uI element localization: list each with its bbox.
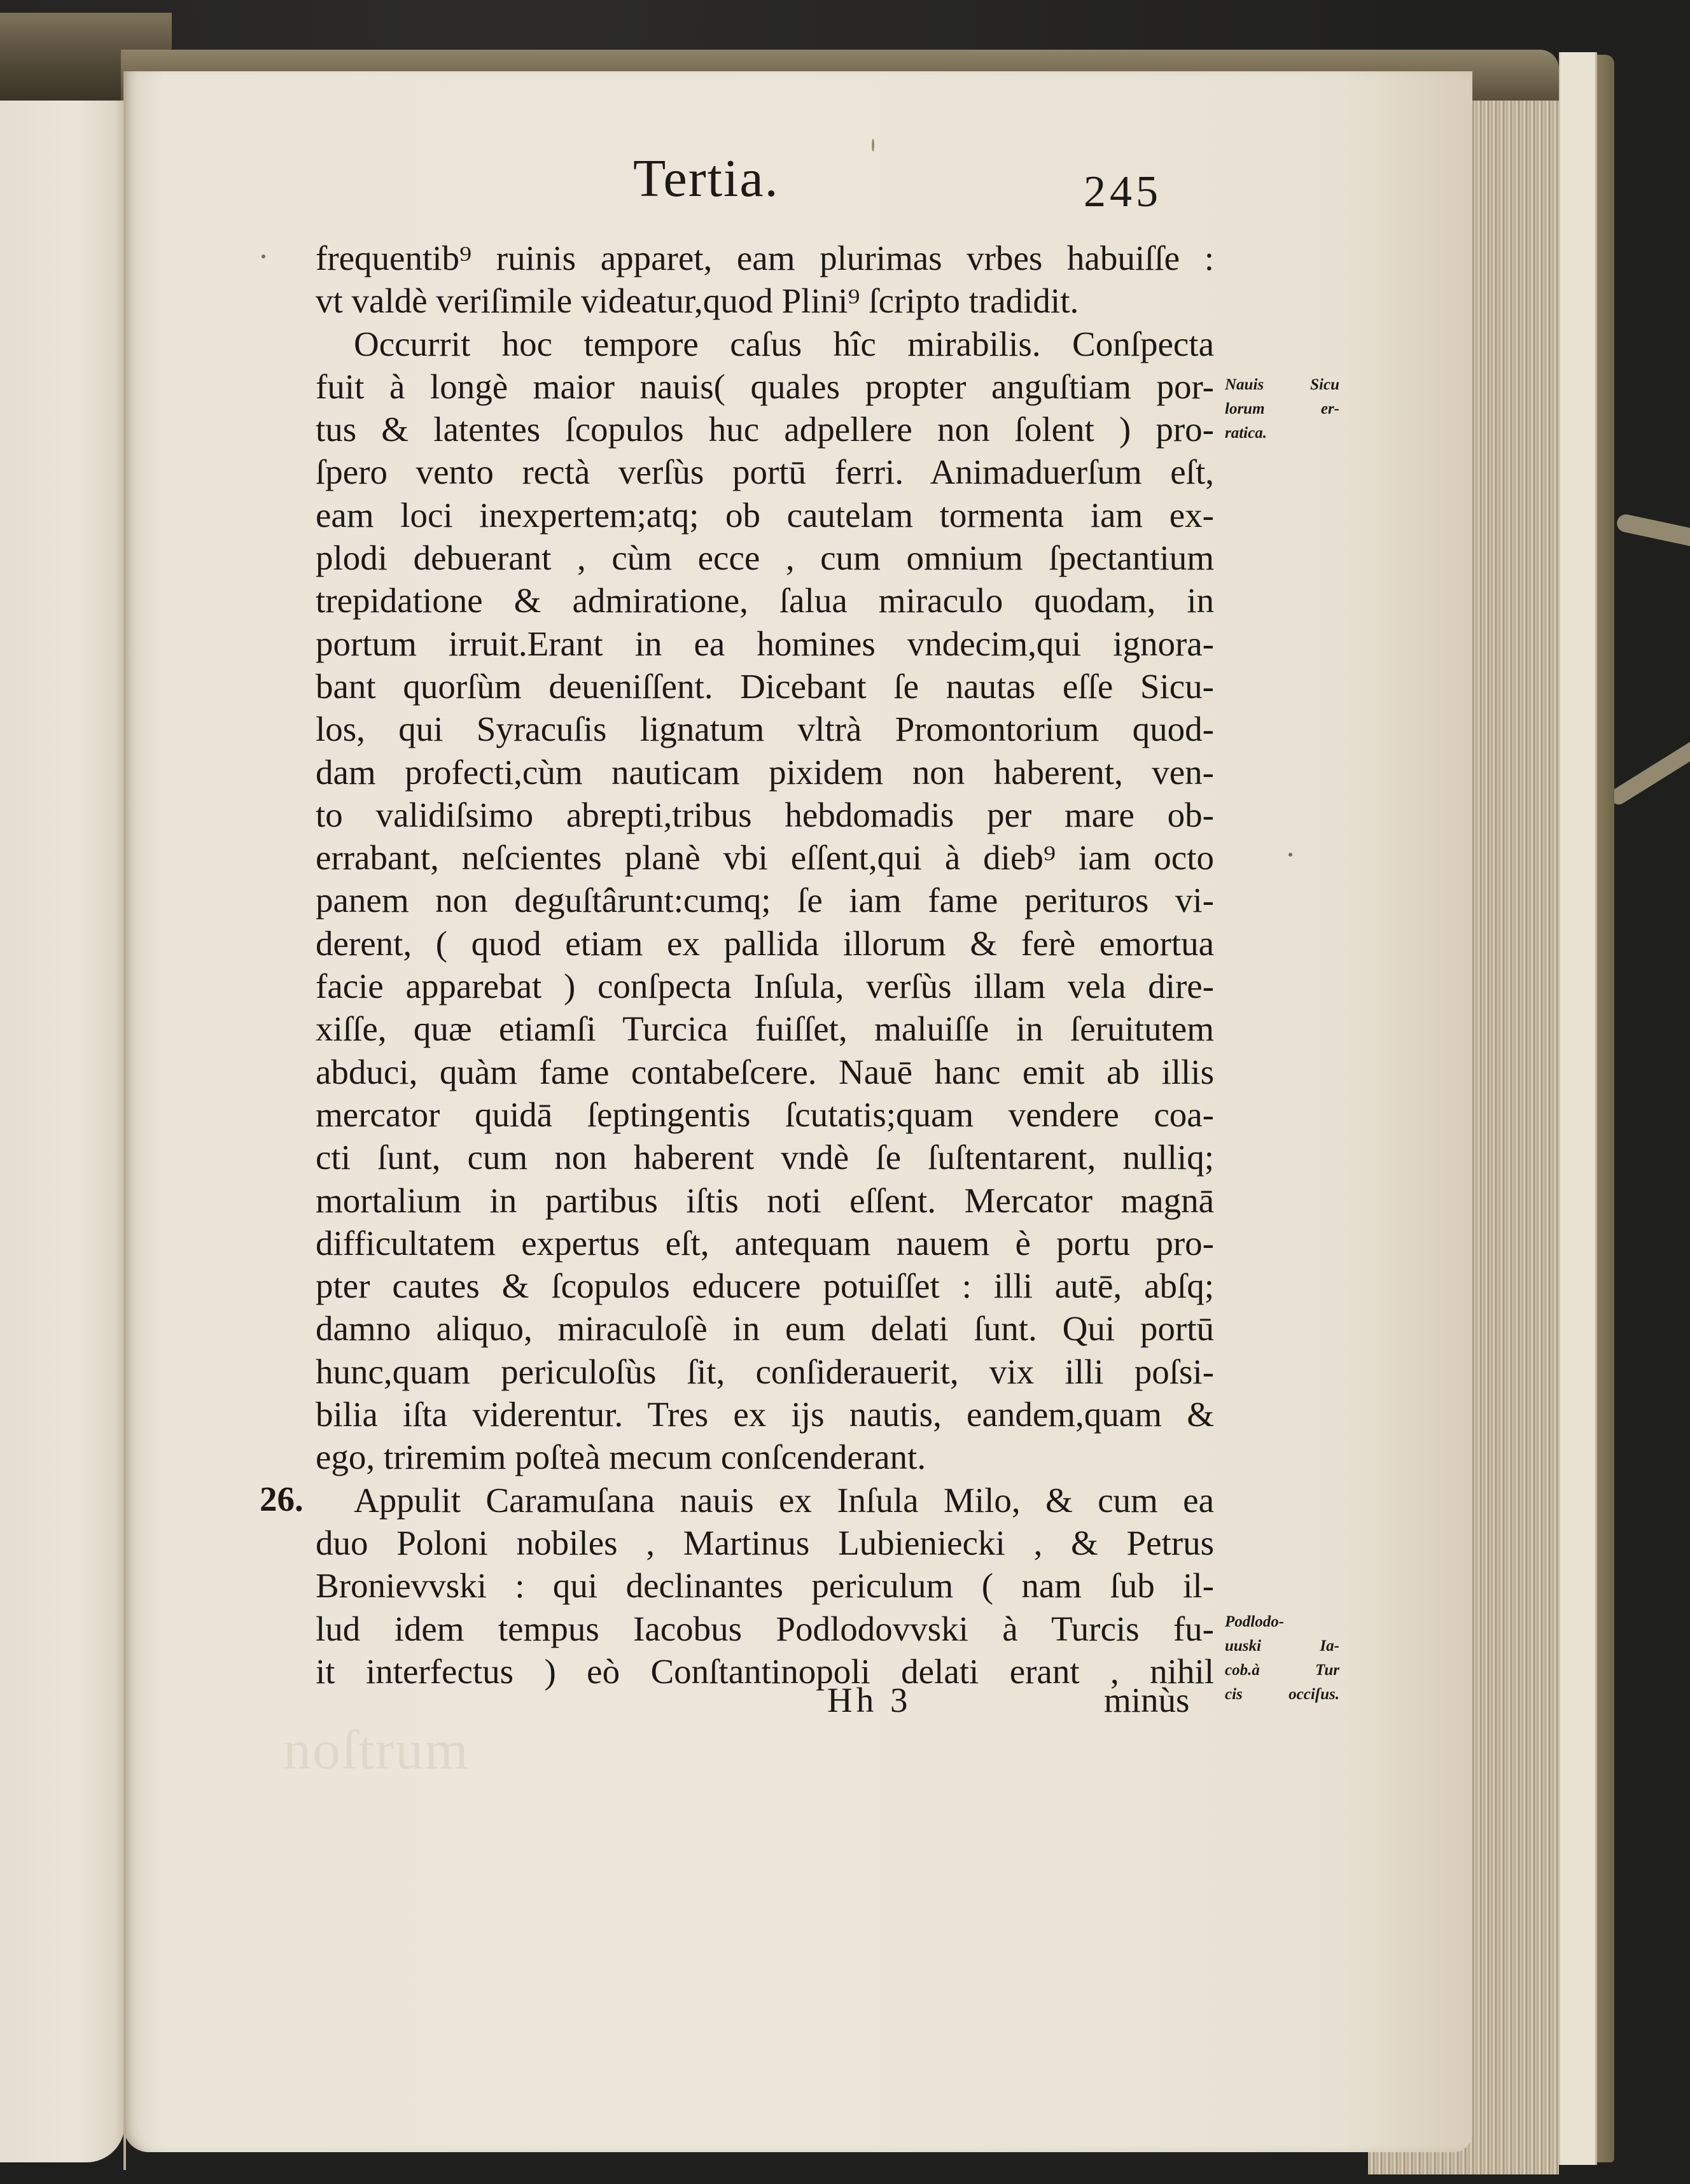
- paper-speck: [1288, 853, 1292, 857]
- text-line: trepidatione & admiratione, ſalua miraculo quodam, in: [316, 581, 1214, 620]
- text-line: dam profecti,cùm nauticam pixidem non haberent, ven-: [316, 752, 1214, 792]
- text-line: damno aliquo, miraculoſè in eum delati ſunt. Qui portū: [316, 1309, 1214, 1348]
- text-line: Appulit Caramuſana nauis ex Inſula Milo, & cum ea: [354, 1480, 1214, 1520]
- page-number: 245: [1084, 167, 1162, 216]
- text-line: frequentib⁹ ruinis apparet, eam plurimas vrbes habuiſſe :: [316, 239, 1214, 277]
- text-line: to validiſsimo abrepti,tribus hebdomadis per mare ob-: [316, 795, 1214, 834]
- text-line: duo Poloni nobiles , Martinus Lubieniecki , & Petrus: [316, 1523, 1214, 1562]
- text-line: bilia iſta viderentur. Tres ex ijs nautis, eandem,quam &: [316, 1395, 1214, 1434]
- text-line: abduci, quàm fame contabeſcere. Nauē hanc emit ab illis: [316, 1052, 1214, 1091]
- text-line: xiſſe, quæ etiamſi Turcica fuiſſet, maluiſſe in ſeruitutem: [316, 1009, 1214, 1049]
- catchword: minùs: [1104, 1681, 1190, 1719]
- text-line: panem non deguſtârunt:cumq; ſe iam fame perituros vi-: [316, 881, 1214, 920]
- text-line: mortalium in partibus iſtis noti eſſent. Mercator magnā: [316, 1180, 1214, 1220]
- text-line: mercator quidā ſeptingentis ſcutatis;quam vendere coa-: [316, 1095, 1214, 1134]
- marginal-note-line: Nauis Sicu: [1225, 376, 1339, 393]
- text-line: Occurrit hoc tempore caſus hîc mirabilis. Conſpecta: [354, 324, 1214, 363]
- text-line: tus & latentes ſcopulos huc adpellere non ſolent ) pro-: [316, 410, 1214, 449]
- marginal-note-line: lorum er-: [1225, 400, 1339, 417]
- marginal-note: [1225, 1610, 1339, 1707]
- marginal-note-line: Podlodo-: [1225, 1613, 1285, 1630]
- text-line: eam loci inexpertem;atq; ob cautelam tormenta iam ex-: [316, 495, 1214, 535]
- marginal-note-line: ratica.: [1225, 424, 1267, 442]
- text-line: pter cautes & ſcopulos educere potuiſſet : illi autē, abſq;: [316, 1266, 1214, 1306]
- gutter: [123, 76, 126, 2170]
- text-line: hunc,quam periculoſùs ſit, conſiderauerit, vix illi poſsi-: [316, 1352, 1214, 1391]
- text-line: ego, triremim poſteà mecum conſcenderant.: [316, 1438, 926, 1477]
- text-line: Bronievvski : qui declinantes periculum ( nam ſub il-: [316, 1566, 1214, 1606]
- text-line: facie apparebat ) conſpecta Inſula, verſùs illam vela dire-: [316, 967, 1214, 1006]
- text-line: ſpero vento rectà verſùs portū ferri. Animaduerſum eſt,: [316, 452, 1214, 492]
- text-line: it interfectus ) eò Conſtantinopoli delati erant , nihil: [316, 1651, 1214, 1691]
- text-line: bant quorſùm deueniſſent. Dicebant ſe nautas eſſe Sicu-: [316, 666, 1214, 706]
- endpaper: [1559, 52, 1597, 2165]
- signature-mark: Hh 3: [827, 1681, 912, 1719]
- text-line: lud idem tempus Iacobus Podlodovvski à Turcis fu-: [316, 1609, 1214, 1648]
- text-line: errabant, neſcientes planè vbi eſſent,qui à dieb⁹ iam octo: [316, 838, 1214, 878]
- text-line: portum irruit.Erant in ea homines vndecim,qui ignora-: [316, 624, 1214, 663]
- text-line: fuit à longè maior nauis( quales propter anguſtiam por-: [316, 367, 1214, 406]
- text-line: derent, ( quod etiam ex pallida illorum & ferè emortua: [316, 923, 1214, 963]
- bleed-through-text: noſtrum: [283, 1719, 470, 1781]
- marginal-note-line: uuski Ia-: [1225, 1637, 1339, 1655]
- text-line: vt valdè veriſimile videatur,quod Plini⁹ ſcripto tradidit.: [316, 281, 1079, 321]
- marginal-note-line: cob.à Tur: [1225, 1662, 1339, 1679]
- paragraph-number: 26.: [260, 1480, 304, 1518]
- running-head: Tertia.: [633, 149, 779, 208]
- body-text: [316, 237, 1214, 1693]
- text-line: cti ſunt, cum non haberent vndè ſe ſuſtentarent, nulliq;: [316, 1138, 1214, 1177]
- paper-speck: [872, 139, 874, 151]
- text-line: difficultatem expertus eſt, antequam nauem è portu pro-: [316, 1223, 1214, 1263]
- marginal-note: [1225, 373, 1339, 445]
- marginal-note-line: cis occiſus.: [1225, 1686, 1339, 1703]
- text-line: los, qui Syracuſis lignatum vltrà Promontorium quod-: [316, 710, 1214, 749]
- paper-speck: [262, 255, 265, 258]
- text-line: plodi debuerant , cùm ecce , cum omnium ſpectantium: [316, 538, 1214, 578]
- left-facing-page: [0, 101, 125, 2162]
